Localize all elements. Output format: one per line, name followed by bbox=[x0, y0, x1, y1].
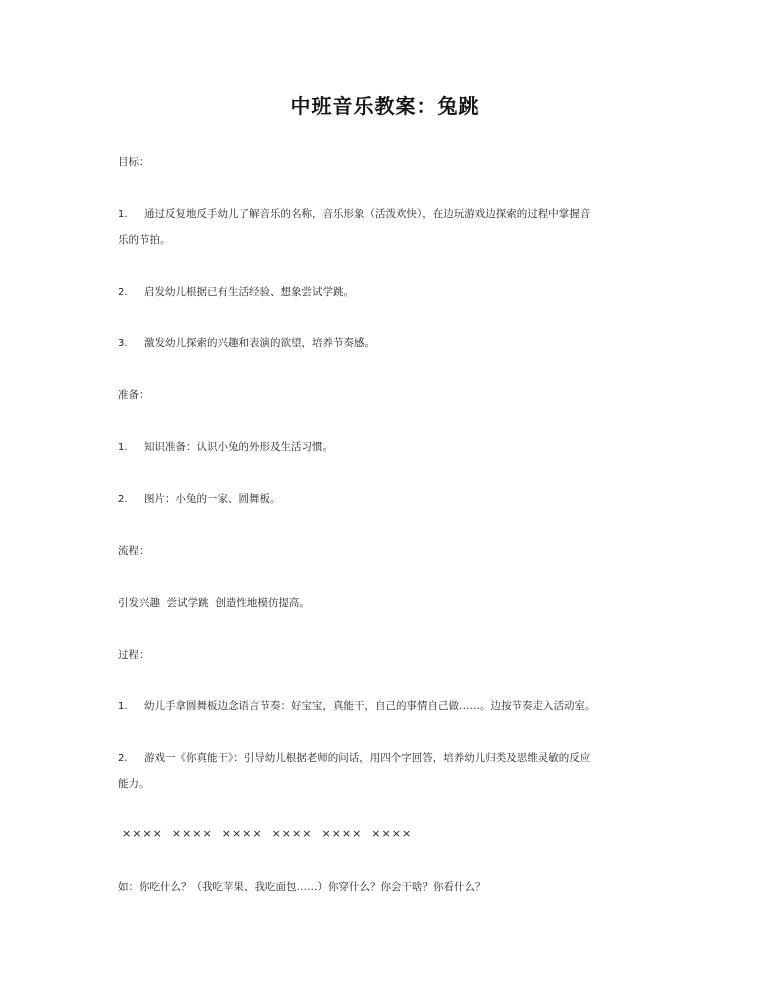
goal-item-1 bbox=[118, 207, 658, 222]
prep-item-1-number: 1. bbox=[118, 442, 128, 453]
example-text: 如：你吃什么？（我吃苹果、我吃面包……）你穿什么？你会干啥？你看什么？ bbox=[118, 881, 486, 893]
goal-item-3 bbox=[118, 336, 658, 351]
process-item-2-continued: 能力。 bbox=[118, 778, 150, 790]
document-title: 中班音乐教案：兔跳 bbox=[290, 94, 480, 118]
process-item-2-text: 游戏一《你真能干》：引导幼儿根据老师的问话，用四个字回答，培养幼儿归类及思维灵敏的反应 bbox=[144, 752, 591, 764]
process-item-1-number: 1. bbox=[118, 701, 128, 712]
goal-item-2 bbox=[118, 285, 658, 300]
goal-item-3-text: 激发幼儿探索的兴趣和表演的欲望，培养节奏感。 bbox=[144, 337, 375, 349]
prep-item-2 bbox=[118, 492, 658, 507]
prep-item-1-text: 知识准备：认识小兔的外形及生活习惯。 bbox=[144, 441, 333, 453]
process-item-1 bbox=[118, 699, 658, 714]
goal-item-2-number: 2. bbox=[118, 287, 128, 298]
goal-heading: 目标： bbox=[118, 156, 150, 168]
process-item-2-number: 2. bbox=[118, 753, 128, 764]
process-item-2 bbox=[118, 751, 658, 766]
flow-text: 引发兴趣 尝试学跳 创造性地模仿提高。 bbox=[118, 597, 310, 609]
goal-item-3-number: 3. bbox=[118, 338, 128, 349]
goal-item-1-text: 通过反复地反手幼儿了解音乐的名称，音乐形象（活泼欢快），在边玩游戏边探索的过程中掌握音 bbox=[144, 208, 591, 220]
prep-item-1 bbox=[118, 440, 658, 455]
prep-heading: 准备： bbox=[118, 389, 150, 401]
prep-item-2-number: 2. bbox=[118, 494, 128, 505]
flow-heading: 流程： bbox=[118, 545, 150, 557]
process-heading: 过程： bbox=[118, 649, 150, 661]
rhythm-pattern: ×××× ×××× ×××× ×××× ×××× ×××× bbox=[122, 827, 413, 840]
goal-item-1-number: 1. bbox=[118, 209, 128, 220]
goal-item-2-text: 启发幼儿根据已有生活经验、想象尝试学跳。 bbox=[144, 286, 354, 298]
goal-item-1-continued: 乐的节拍。 bbox=[118, 234, 171, 246]
process-item-1-text: 幼儿手拿圆舞板边念语言节奏：好宝宝，真能干，自己的事情自己做……。边按节奏走入活动室。 bbox=[144, 700, 596, 712]
prep-item-2-text: 图片：小兔的一家、圆舞板。 bbox=[144, 493, 281, 505]
